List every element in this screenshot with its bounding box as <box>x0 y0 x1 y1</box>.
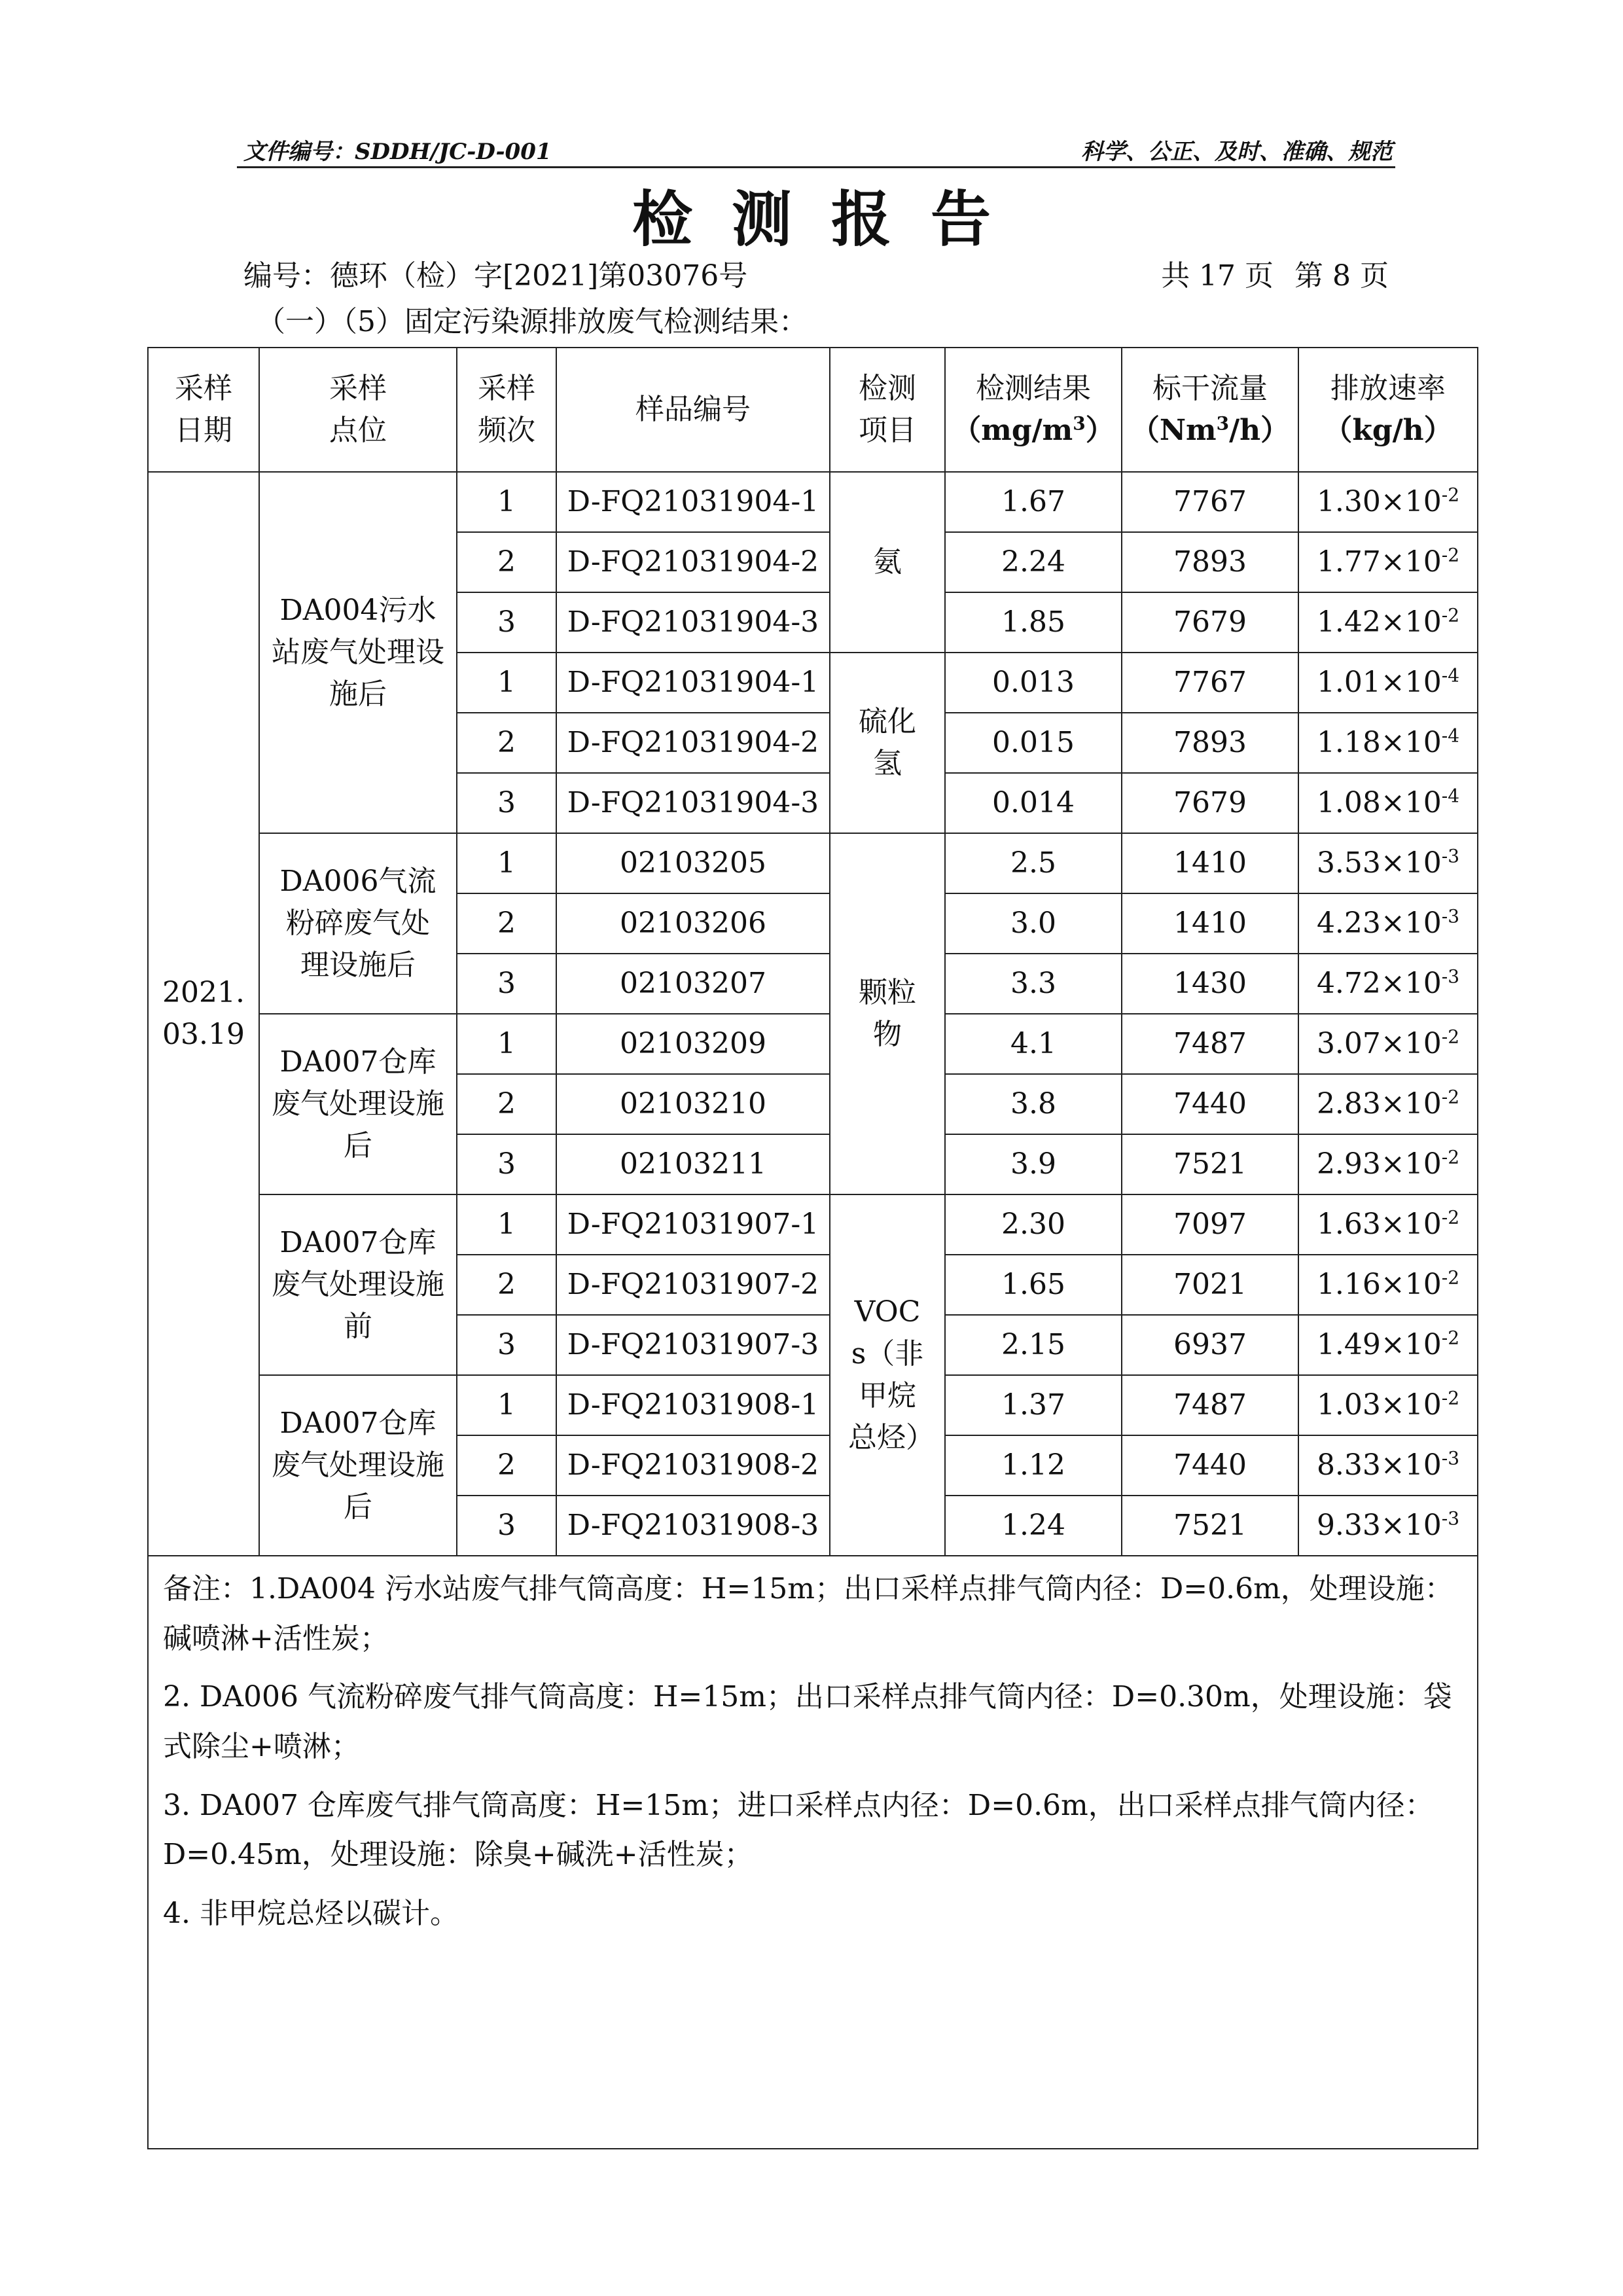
table-row <box>148 472 1478 532</box>
standard-flow: 1410 <box>1122 893 1298 954</box>
standard-flow: 7021 <box>1122 1255 1298 1315</box>
section-title: （一）（5）固定污染源排放废气检测结果： <box>257 305 808 338</box>
note-1: 备注：1.DA004 污水站废气排气筒高度：H=15m；出口采样点排气筒内径：D=0.6m，处理设施：碱喷淋+活性炭； <box>163 1572 1454 1655</box>
sample-frequency: 2 <box>457 1435 556 1496</box>
sample-id: 02103205 <box>556 833 830 893</box>
emission-rate: $1.16\times 10^{-2}$ <box>1298 1255 1478 1315</box>
sample-frequency: 3 <box>457 1496 556 1556</box>
sample-frequency: 3 <box>457 954 556 1014</box>
standard-flow: 7521 <box>1122 1496 1298 1556</box>
standard-flow: 7521 <box>1122 1134 1298 1194</box>
emission-rate: $1.01\times 10^{-4}$ <box>1298 653 1478 713</box>
sample-id: 02103209 <box>556 1014 830 1074</box>
table-body <box>148 472 1478 1556</box>
header-frequency: 采样频次 <box>457 348 556 472</box>
sample-frequency: 2 <box>457 893 556 954</box>
sample-id: D-FQ21031907-2 <box>556 1255 830 1315</box>
sample-frequency: 2 <box>457 1255 556 1315</box>
standard-flow: 7893 <box>1122 713 1298 773</box>
test-result: 0.013 <box>945 653 1122 713</box>
sample-frequency: 1 <box>457 472 556 532</box>
sample-id: D-FQ21031904-1 <box>556 472 830 532</box>
test-result: 2.24 <box>945 532 1122 592</box>
emission-rate: $1.30\times 10^{-2}$ <box>1298 472 1478 532</box>
sample-frequency: 1 <box>457 1375 556 1435</box>
notes-cell <box>148 1556 1478 2149</box>
standard-flow: 7679 <box>1122 592 1298 653</box>
test-item: 硫化氢 <box>830 653 945 833</box>
sample-id: 02103210 <box>556 1074 830 1134</box>
test-result: 1.67 <box>945 472 1122 532</box>
test-result: 3.3 <box>945 954 1122 1014</box>
standard-flow: 7487 <box>1122 1375 1298 1435</box>
page-title: 检测报告 <box>632 184 1030 255</box>
notes-row <box>148 1556 1478 2149</box>
test-result: 3.8 <box>945 1074 1122 1134</box>
sample-location: DA007仓库废气处理设施前 <box>259 1194 457 1375</box>
sample-location: DA007仓库废气处理设施后 <box>259 1375 457 1556</box>
standard-flow: 7679 <box>1122 773 1298 833</box>
sample-frequency: 1 <box>457 653 556 713</box>
test-result: 1.24 <box>945 1496 1122 1556</box>
standard-flow: 7097 <box>1122 1194 1298 1255</box>
results-table <box>147 347 1478 2149</box>
test-result: 1.65 <box>945 1255 1122 1315</box>
sample-id: D-FQ21031904-2 <box>556 532 830 592</box>
sample-frequency: 3 <box>457 592 556 653</box>
page-info <box>1149 252 1389 294</box>
sample-id: D-FQ21031908-1 <box>556 1375 830 1435</box>
test-result: 0.015 <box>945 713 1122 773</box>
page-current: 第 8 页 <box>1294 259 1389 293</box>
standard-flow: 7440 <box>1122 1074 1298 1134</box>
standard-flow: 1410 <box>1122 833 1298 893</box>
emission-rate: $2.83\times 10^{-2}$ <box>1298 1074 1478 1134</box>
report-number: 编号：德环（检）字[2021]第03076号 <box>243 259 748 293</box>
emission-rate: $4.23\times 10^{-3}$ <box>1298 893 1478 954</box>
sample-location: DA004污水站废气处理设施后 <box>259 472 457 833</box>
sample-id: 02103207 <box>556 954 830 1014</box>
header-result: 检测结果 $(mg/m^3)$ <box>945 348 1122 472</box>
emission-rate: $3.53\times 10^{-3}$ <box>1298 833 1478 893</box>
sample-frequency: 1 <box>457 1014 556 1074</box>
standard-flow: 6937 <box>1122 1315 1298 1375</box>
test-result: 1.85 <box>945 592 1122 653</box>
sample-id: D-FQ21031907-1 <box>556 1194 830 1255</box>
emission-rate: $1.08\times 10^{-4}$ <box>1298 773 1478 833</box>
table-row <box>148 833 1478 893</box>
emission-rate: $3.07\times 10^{-2}$ <box>1298 1014 1478 1074</box>
emission-rate: $1.03\times 10^{-2}$ <box>1298 1375 1478 1435</box>
test-result: 1.12 <box>945 1435 1122 1496</box>
motto: 科学、公正、及时、准确、规范 <box>1081 139 1393 165</box>
header-date: 采样日期 <box>148 348 259 472</box>
header-item: 检测项目 <box>830 348 945 472</box>
note-3: 3. DA007 仓库废气排气筒高度：H=15m；进口采样点内径：D=0.6m，出口采样点排气筒内径：D=0.45m，处理设施：除臭+碱洗+活性炭； <box>163 1788 1434 1872</box>
sample-frequency: 3 <box>457 1315 556 1375</box>
sample-location: DA007仓库废气处理设施后 <box>259 1014 457 1194</box>
test-result: 3.0 <box>945 893 1122 954</box>
test-result: 2.30 <box>945 1194 1122 1255</box>
test-result: 1.37 <box>945 1375 1122 1435</box>
standard-flow: 7440 <box>1122 1435 1298 1496</box>
sample-id: D-FQ21031904-1 <box>556 653 830 713</box>
test-result: 4.1 <box>945 1014 1122 1074</box>
header-flow: 标干流量 （Nm$^3$/h） <box>1122 348 1298 472</box>
emission-rate: $1.18\times 10^{-4}$ <box>1298 713 1478 773</box>
emission-rate: $1.42\times 10^{-2}$ <box>1298 592 1478 653</box>
header-rate: 排放速率 （kg/h） <box>1298 348 1478 472</box>
sample-id: D-FQ21031908-3 <box>556 1496 830 1556</box>
emission-rate: $8.33\times 10^{-3}$ <box>1298 1435 1478 1496</box>
document-header <box>237 130 1395 168</box>
header-sample-id: 样品编号 <box>556 348 830 472</box>
emission-rate: $1.49\times 10^{-2}$ <box>1298 1315 1478 1375</box>
emission-rate: $2.93\times 10^{-2}$ <box>1298 1134 1478 1194</box>
sample-frequency: 3 <box>457 1134 556 1194</box>
sample-id: 02103211 <box>556 1134 830 1194</box>
emission-rate: $1.63\times 10^{-2}$ <box>1298 1194 1478 1255</box>
sample-frequency: 3 <box>457 773 556 833</box>
standard-flow: 7487 <box>1122 1014 1298 1074</box>
sample-id: 02103206 <box>556 893 830 954</box>
sample-location: DA006气流粉碎废气处理设施后 <box>259 833 457 1014</box>
doc-code: 文件编号：SDDH/JC-D-001 <box>243 139 552 165</box>
standard-flow: 7767 <box>1122 653 1298 713</box>
test-item: 氨 <box>830 472 945 653</box>
test-result: 0.014 <box>945 773 1122 833</box>
standard-flow: 1430 <box>1122 954 1298 1014</box>
emission-rate: $4.72\times 10^{-3}$ <box>1298 954 1478 1014</box>
sample-id: D-FQ21031904-3 <box>556 592 830 653</box>
test-result: 2.5 <box>945 833 1122 893</box>
sample-frequency: 2 <box>457 1074 556 1134</box>
emission-rate: $9.33\times 10^{-3}$ <box>1298 1496 1478 1556</box>
table-row <box>148 1014 1478 1074</box>
test-result: 3.9 <box>945 1134 1122 1194</box>
sample-id: D-FQ21031907-3 <box>556 1315 830 1375</box>
sample-frequency: 2 <box>457 532 556 592</box>
standard-flow: 7767 <box>1122 472 1298 532</box>
sample-frequency: 1 <box>457 1194 556 1255</box>
header-location: 采样点位 <box>259 348 457 472</box>
table-row <box>148 1194 1478 1255</box>
page-total: 共 17 页 <box>1161 259 1274 293</box>
note-4: 4. 非甲烷总烃以碳计。 <box>163 1897 459 1931</box>
sample-frequency: 2 <box>457 713 556 773</box>
emission-rate: $1.77\times 10^{-2}$ <box>1298 532 1478 592</box>
sample-id: D-FQ21031908-2 <box>556 1435 830 1496</box>
test-item: VOCs（非甲烷总烃） <box>830 1194 945 1556</box>
test-result: 2.15 <box>945 1315 1122 1375</box>
note-2: 2. DA006 气流粉碎废气排气筒高度：H=15m；出口采样点排气筒内径：D=0.30m，处理设施：袋式除尘+喷淋； <box>163 1680 1452 1764</box>
test-item: 颗粒物 <box>830 833 945 1194</box>
table-row <box>148 1375 1478 1435</box>
table-header-row <box>148 348 1478 472</box>
sample-id: D-FQ21031904-2 <box>556 713 830 773</box>
sample-id: D-FQ21031904-3 <box>556 773 830 833</box>
standard-flow: 7893 <box>1122 532 1298 592</box>
sample-date: 2021.03.19 <box>148 472 259 1556</box>
sample-frequency: 1 <box>457 833 556 893</box>
